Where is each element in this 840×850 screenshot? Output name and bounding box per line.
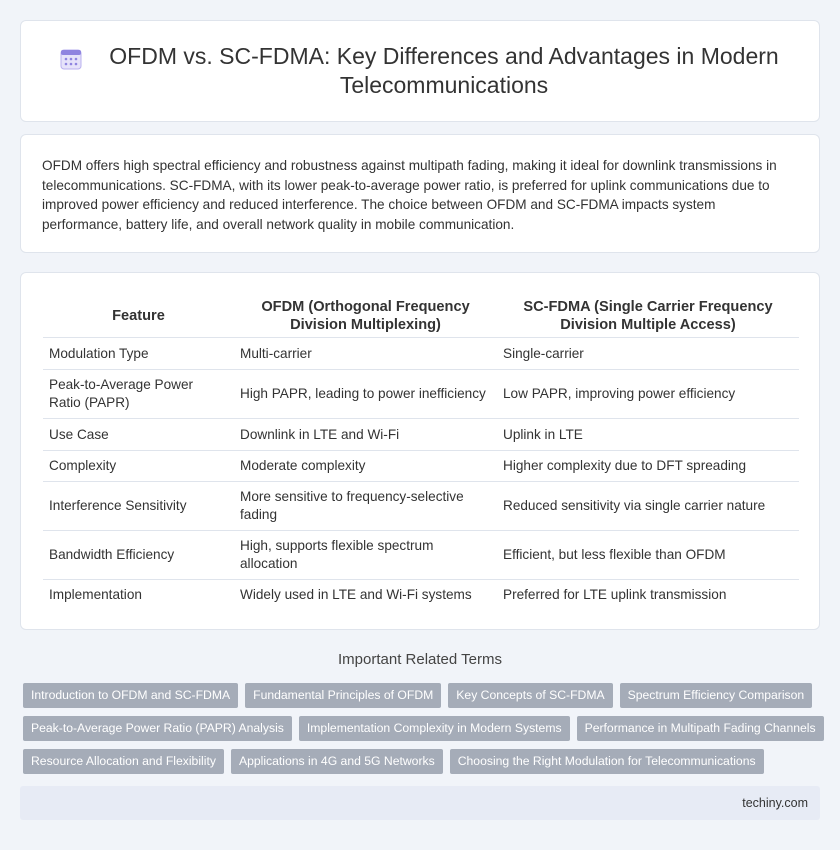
table-header-cell: OFDM (Orthogonal Frequency Division Multiplexing) xyxy=(234,295,497,338)
table-cell: Use Case xyxy=(43,419,234,451)
table-row xyxy=(43,338,799,370)
table-cell: Downlink in LTE and Wi-Fi xyxy=(234,419,497,451)
term-tag[interactable]: Fundamental Principles of OFDM xyxy=(245,683,441,708)
title-wrap xyxy=(60,42,780,100)
term-row xyxy=(23,716,823,741)
table-header-row xyxy=(43,295,799,338)
table-cell: More sensitive to frequency-selective fading xyxy=(234,482,497,531)
table-cell: Uplink in LTE xyxy=(497,419,799,451)
table-row xyxy=(43,482,799,531)
term-tag[interactable]: Introduction to OFDM and SC-FDMA xyxy=(23,683,238,708)
table-row xyxy=(43,419,799,451)
term-tag[interactable]: Resource Allocation and Flexibility xyxy=(23,749,224,774)
term-tag[interactable]: Spectrum Efficiency Comparison xyxy=(620,683,813,708)
table-cell: Widely used in LTE and Wi-Fi systems xyxy=(240,587,472,603)
table-header-cell: Feature xyxy=(43,295,234,338)
term-row xyxy=(23,683,823,708)
term-tag[interactable]: Choosing the Right Modulation for Telecommunications xyxy=(450,749,764,774)
table-cell: Higher complexity due to DFT spreading xyxy=(497,451,799,482)
table-cell: Moderate complexity xyxy=(234,451,497,482)
footer xyxy=(20,786,820,820)
table-header-cell: SC-FDMA (Single Carrier Frequency Division Multiple Access) xyxy=(497,295,799,338)
table-cell: Complexity xyxy=(43,451,234,482)
table-row xyxy=(43,580,799,611)
table-cell: High PAPR, leading to power inefficiency xyxy=(234,370,497,419)
related-terms-heading: Important Related Terms xyxy=(338,651,502,668)
table-cell: Peak-to-Average Power Ratio (PAPR) xyxy=(43,370,234,419)
calendar-grid-icon xyxy=(60,48,82,70)
table-cell: Preferred for LTE uplink transmission xyxy=(503,587,727,603)
page-title: OFDM vs. SC-FDMA: Key Differences and Advantages in Modern Telecommunications xyxy=(109,43,779,98)
summary-card xyxy=(20,134,820,253)
title-card xyxy=(20,20,820,122)
comparison-table-card xyxy=(20,272,820,630)
table-row xyxy=(43,531,799,580)
term-tag[interactable]: Performance in Multipath Fading Channels xyxy=(577,716,824,741)
table-cell: High, supports flexible spectrum allocation xyxy=(234,531,497,580)
table-cell: Interference Sensitivity xyxy=(43,482,234,531)
table-cell: Implementation xyxy=(49,587,142,603)
table-cell: Efficient, but less flexible than OFDM xyxy=(497,531,799,580)
term-tag[interactable]: Peak-to-Average Power Ratio (PAPR) Analysis xyxy=(23,716,292,741)
table-cell: Multi-carrier xyxy=(234,338,497,370)
table-cell: Low PAPR, improving power efficiency xyxy=(497,370,799,419)
term-tag[interactable]: Implementation Complexity in Modern Systems xyxy=(299,716,570,741)
table-row xyxy=(43,370,799,419)
related-terms xyxy=(23,683,823,782)
term-row xyxy=(23,749,823,774)
term-tag[interactable]: Key Concepts of SC-FDMA xyxy=(448,683,612,708)
term-tag[interactable]: Applications in 4G and 5G Networks xyxy=(231,749,443,774)
table-cell: Bandwidth Efficiency xyxy=(43,531,234,580)
table-cell: Modulation Type xyxy=(43,338,234,370)
comparison-table xyxy=(43,295,799,611)
table-row xyxy=(43,451,799,482)
summary-text: OFDM offers high spectral efficiency and robustness against multipath fading, making it ideal for downlink transmissions in telecommunications. SC-FDMA, with its lower peak-to-average power ratio, is preferred for uplink communications due to improved power efficiency and reduced interference. The choice between OFDM and SC-FDMA impacts system performance, battery life, and overall network quality in mobile communication. xyxy=(42,158,777,232)
table-cell: Reduced sensitivity via single carrier nature xyxy=(497,482,799,531)
table-cell: Single-carrier xyxy=(497,338,799,370)
footer-site[interactable]: techiny.com xyxy=(742,796,808,810)
